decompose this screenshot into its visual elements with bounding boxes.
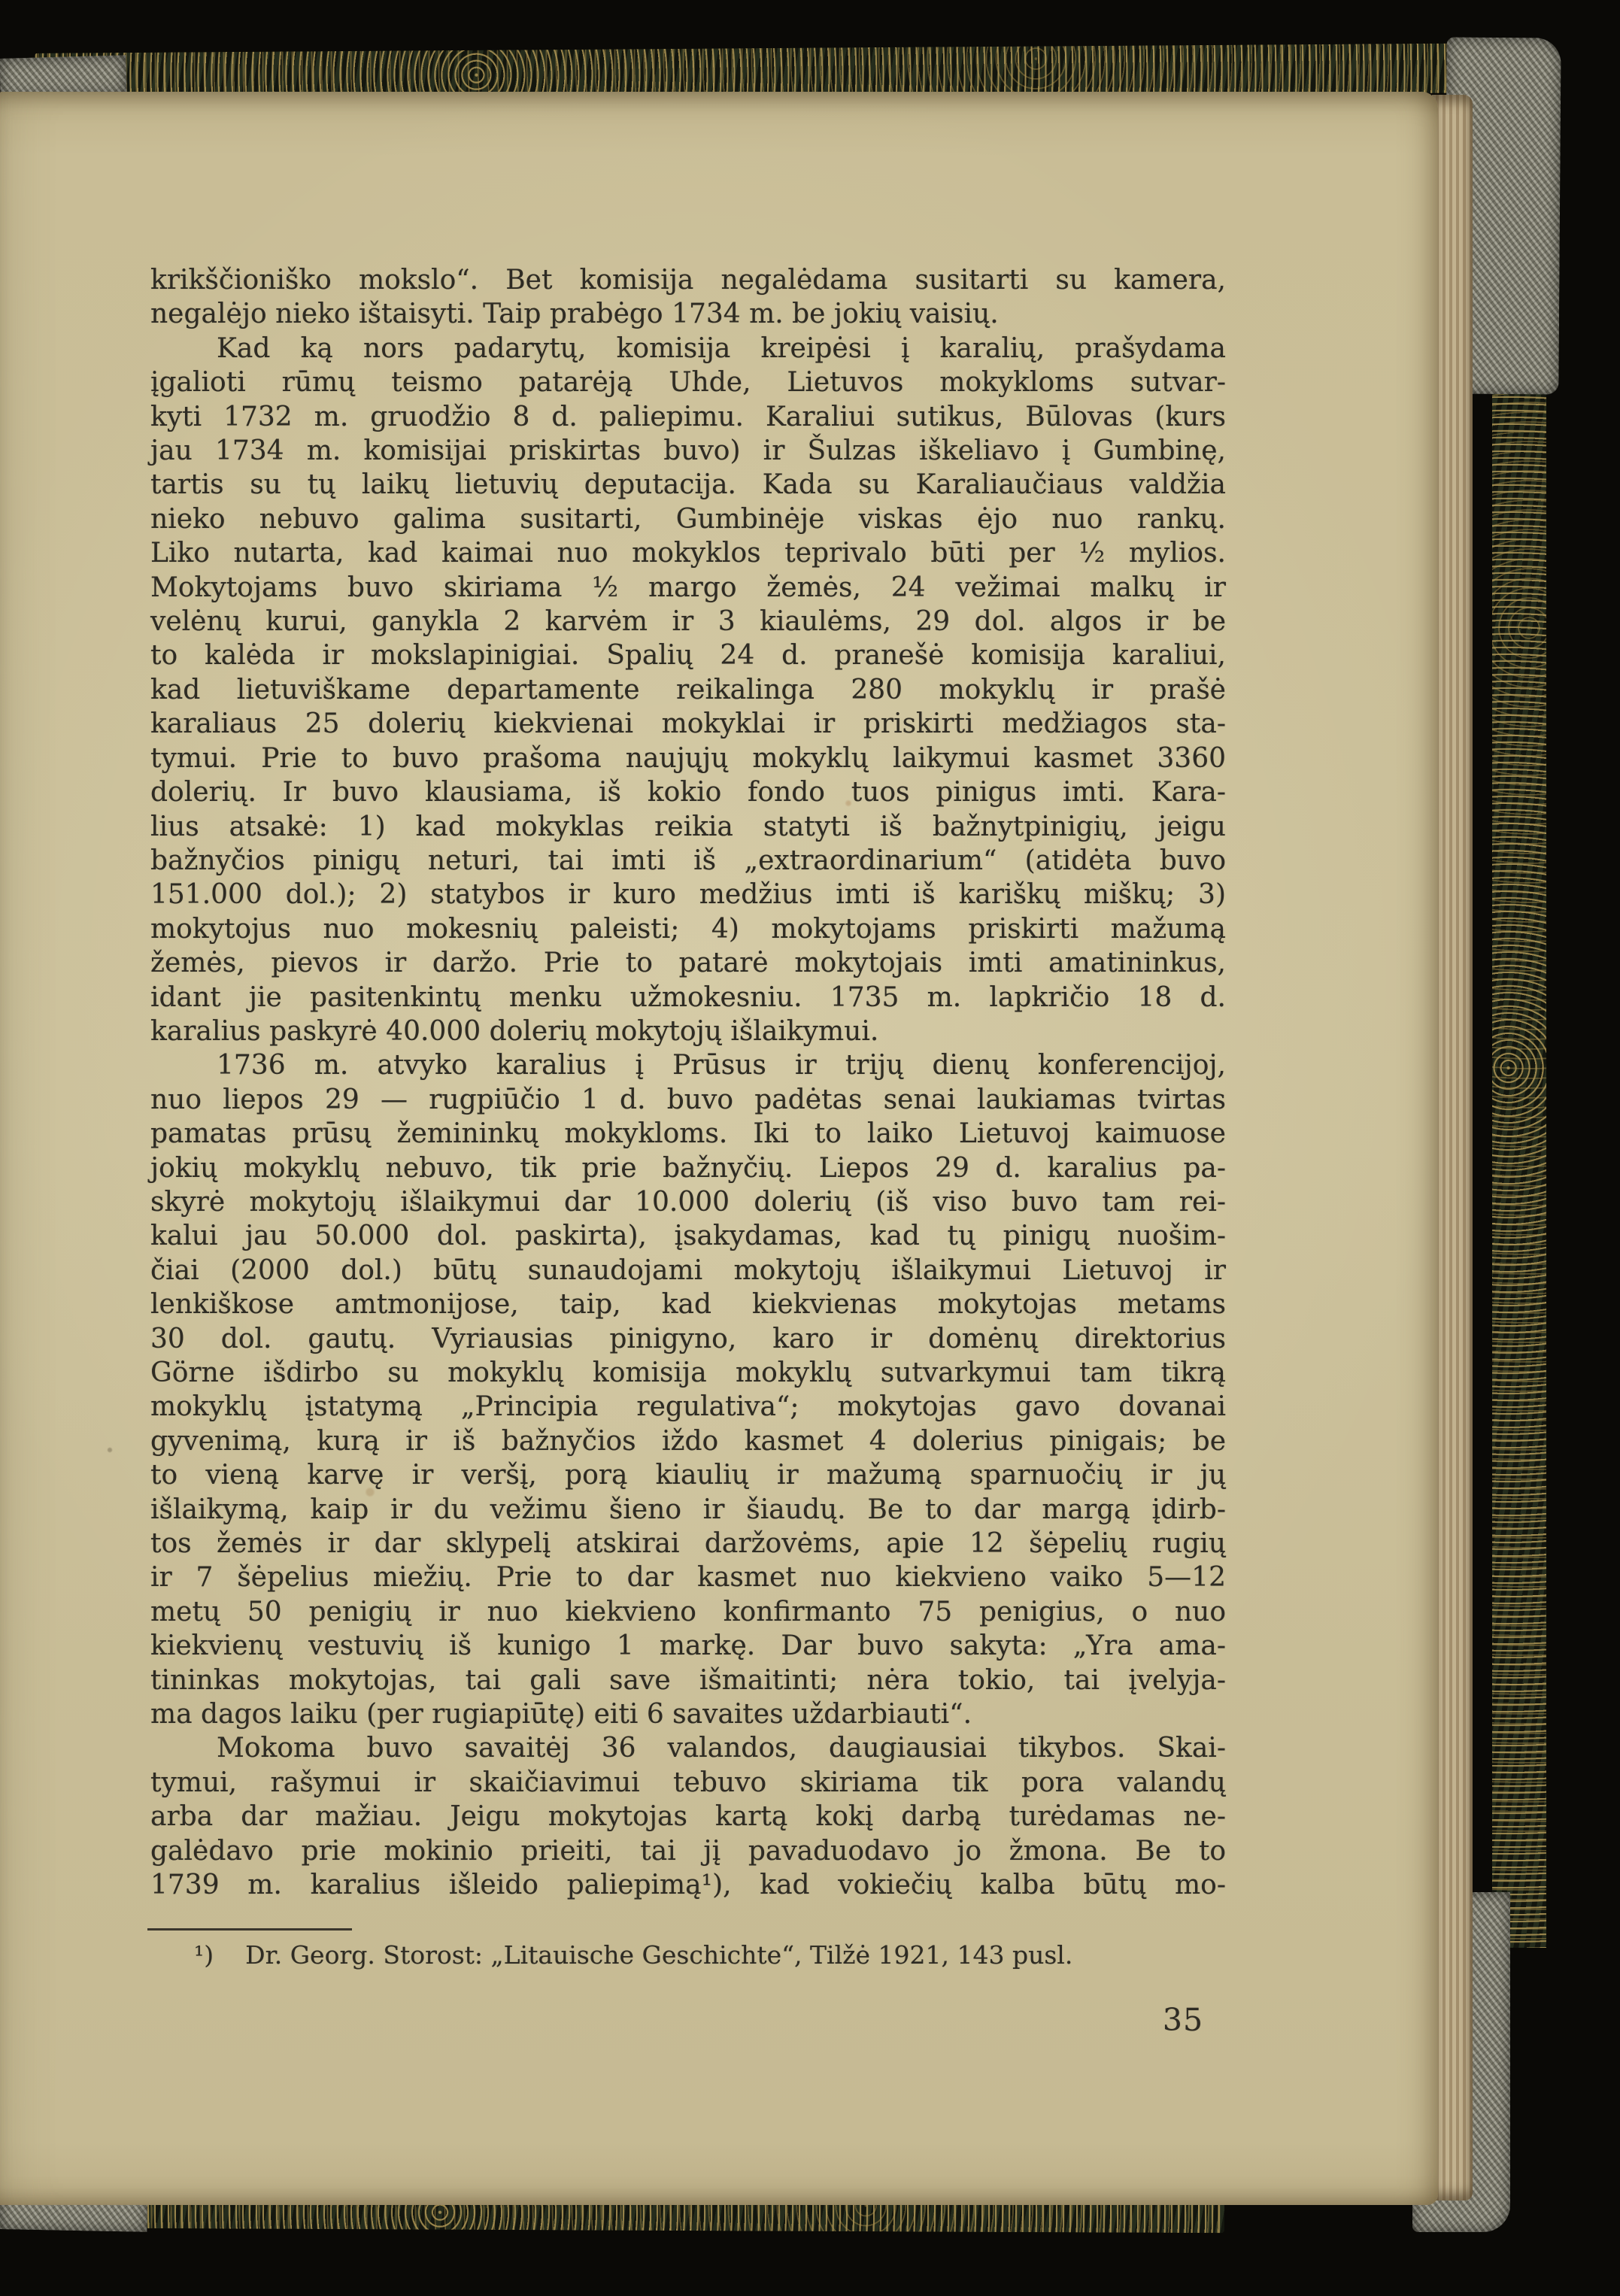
text-line: pamatas prūsų žemininkų mokykloms. Iki to laiko Lietuvoj kaimuose: [150, 1118, 1226, 1150]
text-line: jau 1734 m. komisijai priskirtas buvo) ir Šulzas iškeliavo į Gumbinę,: [150, 435, 1226, 467]
text-line: lenkiškose amtmonijose, taip, kad kiekvienas mokytojas metams: [150, 1289, 1226, 1321]
text-line: tymui. Prie to buvo prašoma naujųjų mokyklų laikymui kasmet 3360: [150, 742, 1226, 774]
text-line: kiekvienų vestuvių iš kunigo 1 markę. Dar buvo sakyta: „Yra ama-: [150, 1630, 1226, 1662]
text-line: velėnų kurui, ganykla 2 karvėm ir 3 kiaulėms, 29 dol. algos ir be: [150, 606, 1226, 638]
text-line: bažnyčios pinigų neturi, tai imti iš „extraordinarium“ (atidėta buvo: [150, 845, 1226, 876]
text-line: kyti 1732 m. gruodžio 8 d. paliepimu. Karaliui sutikus, Būlovas (kurs: [150, 401, 1226, 432]
text-line: kalui jau 50.000 dol. paskirta), įsakydamas, kad tų pinigų nuošim-: [150, 1221, 1226, 1252]
page-number: 35: [1162, 2002, 1204, 2038]
text-line: jokių mokyklų nebuvo, tik prie bažnyčių. Liepos 29 d. karalius pa-: [150, 1152, 1226, 1184]
text-line: kad lietuviškame departamente reikalinga 280 mokyklų ir prašė: [150, 674, 1226, 705]
paragraph: [150, 1048, 1226, 1731]
text-line: 30 dol. gautų. Vyriausias pinigyno, karo ir domėnų direktorius: [150, 1323, 1226, 1354]
text-line: karalius paskyrė 40.000 dolerių mokytojų išlaikymui.: [150, 1015, 879, 1047]
text-line: skyrė mokytojų išlaikymui dar 10.000 dolerių (iš viso buvo tam rei-: [150, 1186, 1226, 1218]
text-line: Mokoma buvo savaitėj 36 valandos, daugiausiai tikybos. Skai-: [217, 1733, 1226, 1764]
text-line: Kad ką nors padarytų, komisija kreipėsi į karalių, prašydama: [217, 332, 1226, 364]
paragraph: [150, 332, 1226, 1049]
text-line: mokyklų įstatymą „Principia regulativa“; mokytojas gavo dovanai: [150, 1391, 1226, 1423]
text-line: tymui, rašymui ir skaičiavimui tebuvo skiriama tik pora valandų: [150, 1767, 1226, 1798]
footnote: [150, 1939, 1226, 1972]
text-line: tartis su tų laikų lietuvių deputacija. Kada su Karaliaučiaus valdžia: [150, 469, 1226, 501]
book-cover-right-edge: [1492, 188, 1546, 1948]
text-line: karaliaus 25 dolerių kiekvienai mokyklai ir priskirti medžiagos sta-: [150, 708, 1226, 740]
footnote-text: Dr. Georg. Storost: „Litauische Geschichte“, Tilžė 1921, 143 pusl.: [245, 1940, 1073, 1970]
text-line: lius atsakė: 1) kad mokyklas reikia statyti iš bažnytpinigių, jeigu: [150, 811, 1226, 842]
text-line: Mokytojams buvo skiriama ½ margo žemės, 24 vežimai malkų ir: [150, 572, 1226, 603]
text-line: gyvenimą, kurą ir iš bažnyčios iždo kasmet 4 dolerius pinigais; be: [150, 1425, 1226, 1457]
text-line: žemės, pievos ir daržo. Prie to patarė mokytojais imti amatininkus,: [150, 948, 1226, 979]
text-line: 1739 m. karalius išleido paliepimą¹), kad vokiečių kalba būtų mo-: [150, 1870, 1226, 1901]
text-line: Liko nutarta, kad kaimai nuo mokyklos teprivalo būti per ½ mylios.: [150, 538, 1226, 569]
footnote-divider: [147, 1928, 352, 1931]
text-line: to kalėda ir mokslapinigiai. Spalių 24 d. pranešė komisija karaliui,: [150, 640, 1226, 672]
body-text: [150, 263, 1226, 1903]
text-line: išlaikymą, kaip ir du vežimu šieno ir šiaudų. Be to dar margą įdirb-: [150, 1494, 1226, 1525]
text-line: tos žemės ir dar sklypelį atskirai daržovėms, apie 12 šėpelių rugių: [150, 1528, 1226, 1560]
text-line: nuo liepos 29 — rugpiūčio 1 d. buvo padėtas senai laukiamas tvirtas: [150, 1084, 1226, 1115]
text-line: 151.000 dol.); 2) statybos ir kuro medžius imti iš kariškų miškų; 3): [150, 879, 1226, 911]
text-line: nieko nebuvo galima susitarti, Gumbinėje viskas ėjo nuo rankų.: [150, 503, 1226, 535]
text-line: mokytojus nuo mokesnių paleisti; 4) mokytojams priskirti mažumą: [150, 913, 1226, 945]
text-line: 1736 m. atvyko karalius į Prūsus ir trijų dienų konferencijoj,: [217, 1050, 1226, 1081]
text-line: galėdavo prie mokinio prieiti, tai jį pavaduodavo jo žmona. Be to: [150, 1835, 1226, 1867]
text-line: dolerių. Ir buvo klausiama, iš kokio fondo tuos pinigus imti. Kara-: [150, 777, 1226, 808]
text-line: Görne išdirbo su mokyklų komisija mokyklų sutvarkymui tam tikrą: [150, 1357, 1226, 1388]
page-stack-edge: [1432, 95, 1473, 2200]
text-line: arba dar mažiau. Jeigu mokytojas kartą kokį darbą turėdamas ne-: [150, 1801, 1226, 1833]
text-line: metų 50 penigių ir nuo kiekvieno konfirmanto 75 penigius, o nuo: [150, 1596, 1226, 1627]
text-line: krikščioniško mokslo“. Bet komisija negalėdama susitarti su kamera,: [150, 265, 1226, 296]
text-line: įgalioti rūmų teismo patarėją Uhde, Lietuvos mokykloms sutvar-: [150, 367, 1226, 399]
paragraph: [150, 263, 1226, 332]
text-line: ma dagos laiku (per rugiapiūtę) eiti 6 savaites uždarbiauti“.: [150, 1699, 972, 1730]
footnote-marker: ¹): [194, 1940, 214, 1970]
text-line: idant jie pasitenkintų menku užmokesniu. 1735 m. lapkričio 18 d.: [150, 981, 1226, 1013]
text-line: tininkas mokytojas, tai gali save išmaitinti; nėra tokio, tai įvelyja-: [150, 1664, 1226, 1696]
text-line: negalėjo nieko ištaisyti. Taip prabėgo 1734 m. be jokių vaisių.: [150, 299, 999, 330]
book-page: [0, 92, 1438, 2205]
text-line: to vieną karvę ir veršį, porą kiaulių ir mažumą sparnuočių ir jų: [150, 1460, 1226, 1491]
paragraph: [150, 1731, 1226, 1902]
text-line: ir 7 šėpelius miežių. Prie to dar kasmet nuo kiekvieno vaiko 5—12: [150, 1562, 1226, 1594]
text-line: čiai (2000 dol.) būtų sunaudojami mokytojų išlaikymui Lietuvoj ir: [150, 1254, 1226, 1286]
